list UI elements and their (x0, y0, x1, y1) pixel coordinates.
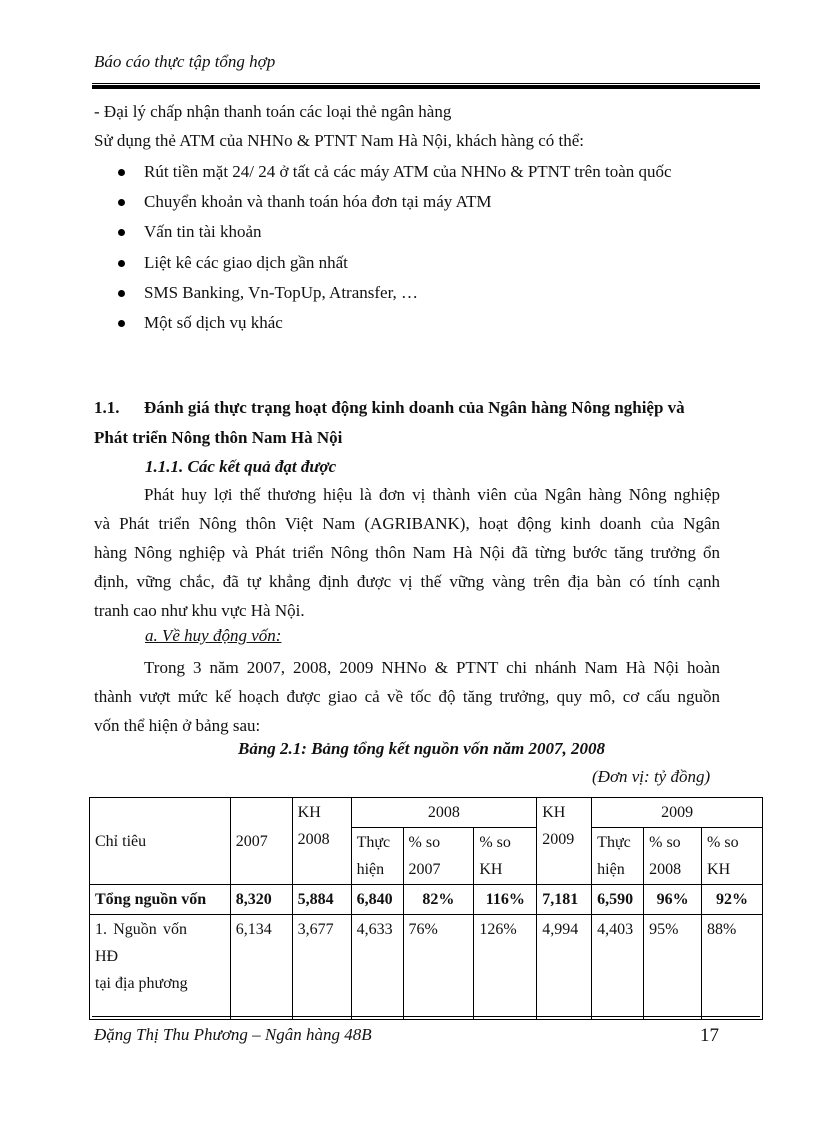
header-2008: 2008 (351, 798, 537, 828)
list-item: SMS Banking, Vn-TopUp, Atransfer, … (118, 281, 672, 311)
header-indicator: Chỉ tiêu (90, 798, 231, 885)
table-header-row (90, 798, 763, 828)
footer-rule (92, 1016, 760, 1017)
list-item: Chuyển khoản và thanh toán hóa đơn tại máy ATM (118, 190, 672, 220)
subheading-capital-mobilization: a. Về huy động vốn: (145, 626, 282, 645)
table-cell: 126% (474, 915, 537, 1020)
table-cell: 116% (474, 885, 537, 915)
table-cell: 3,677 (292, 915, 351, 1020)
list-item: Một số dịch vụ khác (118, 311, 672, 341)
bullet-icon (118, 229, 125, 236)
section-title-continued: Phát triển Nông thôn Nam Hà Nội (94, 428, 343, 447)
paragraph-results: Phát huy lợi thế thương hiệu là đơn vị thành viên của Ngân hàng Nông nghiệp và Phát triển Nông thôn Việt Nam (AGRIBANK), hoạt động kinh doanh của Ngân hàng Nông nghiệp và Phát triển Nông thôn Nam Hà Nội đã từng bước tăng trưởng ổn định, vững chắc, đã tự khẳng định được vị thế vững vàng trên địa bàn có tính cạnh tranh cao như khu vực Hà Nội. (94, 485, 720, 620)
table-unit: (Đơn vị: tỷ đồng) (592, 767, 711, 786)
table-cell: 76% (403, 915, 474, 1020)
header-2009: 2009 (592, 798, 763, 828)
subheader-cell: % so 2008 (644, 828, 702, 885)
bullet-icon (118, 199, 125, 206)
row-label: 1. Nguồn vốn HĐ tại địa phương (90, 915, 231, 1020)
bullet-icon (118, 169, 125, 176)
table-cell: 82% (403, 885, 474, 915)
page-number: 17 (700, 1025, 719, 1046)
section-title: Đánh giá thực trạng hoạt động kinh doanh của Ngân hàng Nông nghiệp và (144, 398, 685, 417)
table-cell: 6,134 (230, 915, 292, 1020)
table-cell: 7,181 (537, 885, 592, 915)
table-cell: 4,403 (592, 915, 644, 1020)
section-number: 1.1. (94, 398, 120, 417)
table-row (90, 885, 763, 915)
subheader-cell: % so KH (702, 828, 763, 885)
feature-list (118, 160, 672, 341)
subheader-cell: % so KH (474, 828, 537, 885)
bullet-icon (118, 320, 125, 327)
list-item: Rút tiền mặt 24/ 24 ở tất cả các máy ATM của NHNo & PTNT trên toàn quốc (118, 160, 672, 190)
table-cell: 92% (702, 885, 763, 915)
table-cell: 4,633 (351, 915, 403, 1020)
header-kh-2009: KH 2009 (537, 798, 592, 885)
subheader-cell: Thực hiện (351, 828, 403, 885)
table-cell: 5,884 (292, 885, 351, 915)
intro-line-1: - Đại lý chấp nhận thanh toán các loại thẻ ngân hàng (94, 102, 452, 121)
bullet-icon (118, 260, 125, 267)
table-cell: 96% (644, 885, 702, 915)
header-kh-2008: KH 2008 (292, 798, 351, 885)
header-title: Báo cáo thực tập tổng hợp (94, 52, 276, 71)
table-caption: Bảng 2.1: Bảng tổng kết nguồn vốn năm 2007, 2008 (238, 739, 605, 758)
subheader-cell: % so 2007 (403, 828, 474, 885)
list-item: Liệt kê các giao dịch gần nhất (118, 251, 672, 281)
bullet-icon (118, 290, 125, 297)
footer-author: Đặng Thị Thu Phương – Ngân hàng 48B (94, 1025, 372, 1044)
table-cell: 6,840 (351, 885, 403, 915)
subsection-heading: 1.1.1. Các kết quả đạt được (145, 457, 337, 476)
table-cell: 8,320 (230, 885, 292, 915)
header-2007: 2007 (230, 798, 292, 885)
row-label: Tổng nguồn vốn (90, 885, 231, 915)
intro-line-2: Sử dụng thẻ ATM của NHNo & PTNT Nam Hà Nội, khách hàng có thể: (94, 131, 585, 150)
capital-summary-table (89, 797, 763, 1020)
table-row (90, 915, 763, 1020)
table-cell: 95% (644, 915, 702, 1020)
table-cell: 4,994 (537, 915, 592, 1020)
section-heading (94, 398, 685, 418)
table-cell: 6,590 (592, 885, 644, 915)
paragraph-capital: Trong 3 năm 2007, 2008, 2009 NHNo & PTNT chi nhánh Nam Hà Nội hoàn thành vượt mức kế hoạch được giao cả về tốc độ tăng trưởng, quy mô, cơ cấu nguồn vốn thể hiện ở bảng sau: (94, 658, 720, 735)
header-rule (92, 83, 760, 89)
list-item: Vấn tin tài khoản (118, 220, 672, 250)
subheader-cell: Thực hiện (592, 828, 644, 885)
table-cell: 88% (702, 915, 763, 1020)
